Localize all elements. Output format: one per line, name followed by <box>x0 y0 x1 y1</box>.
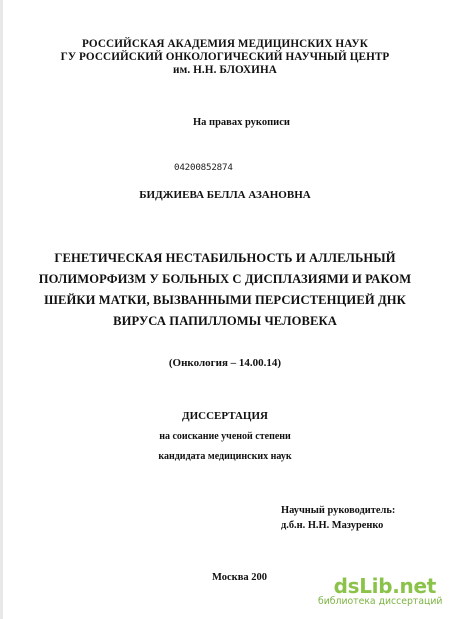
degree-line-1: на соискание ученой степени <box>159 431 291 442</box>
degree-statement <box>0 427 450 467</box>
title-line-2: ПОЛИМОРФИЗМ У БОЛЬНЫХ С ДИСПЛАЗИЯМИ И РАКОМ <box>38 272 412 286</box>
organization-line-1: РОССИЙСКАЯ АКАДЕМИЯ МЕДИЦИНСКИХ НАУК <box>82 38 368 50</box>
watermark-logo: dsLib.net <box>333 574 436 598</box>
supervisor-block <box>281 503 395 533</box>
city-year: Москва 200 <box>212 572 268 583</box>
supervisor-label: Научный руководитель: <box>281 505 396 516</box>
rights-note: На правах рукописи <box>193 117 290 128</box>
title-line-4: ВИРУСА ПАПИЛЛОМЫ ЧЕЛОВЕКА <box>113 314 337 328</box>
author-name: БИДЖИЕВА БЕЛЛА АЗАНОВНА <box>139 189 311 201</box>
watermark-subtitle: библиотека диссертаций <box>318 596 443 607</box>
supervisor-name: д.б.н. Н.Н. Мазуренко <box>281 520 384 531</box>
dissertation-title <box>0 248 450 332</box>
document-type: ДИССЕРТАЦИЯ <box>182 410 268 422</box>
specialty-code: (Онкология – 14.00.14) <box>168 357 282 369</box>
organization-header <box>0 38 450 77</box>
organization-line-2: ГУ РОССИЙСКИЙ ОНКОЛОГИЧЕСКИЙ НАУЧНЫЙ ЦЕНТР <box>60 51 390 63</box>
title-line-1: ГЕНЕТИЧЕСКАЯ НЕСТАБИЛЬНОСТЬ И АЛЛЕЛЬНЫЙ <box>54 251 396 265</box>
catalog-code: 04200852874 <box>174 162 233 173</box>
degree-line-2: кандидата медицинских наук <box>158 451 292 462</box>
organization-line-3: им. Н.Н. БЛОХИНА <box>173 64 277 76</box>
watermark <box>318 574 443 608</box>
title-line-3: ШЕЙКИ МАТКИ, ВЫЗВАННЫМИ ПЕРСИСТЕНЦИЕЙ ДНК <box>44 293 406 307</box>
